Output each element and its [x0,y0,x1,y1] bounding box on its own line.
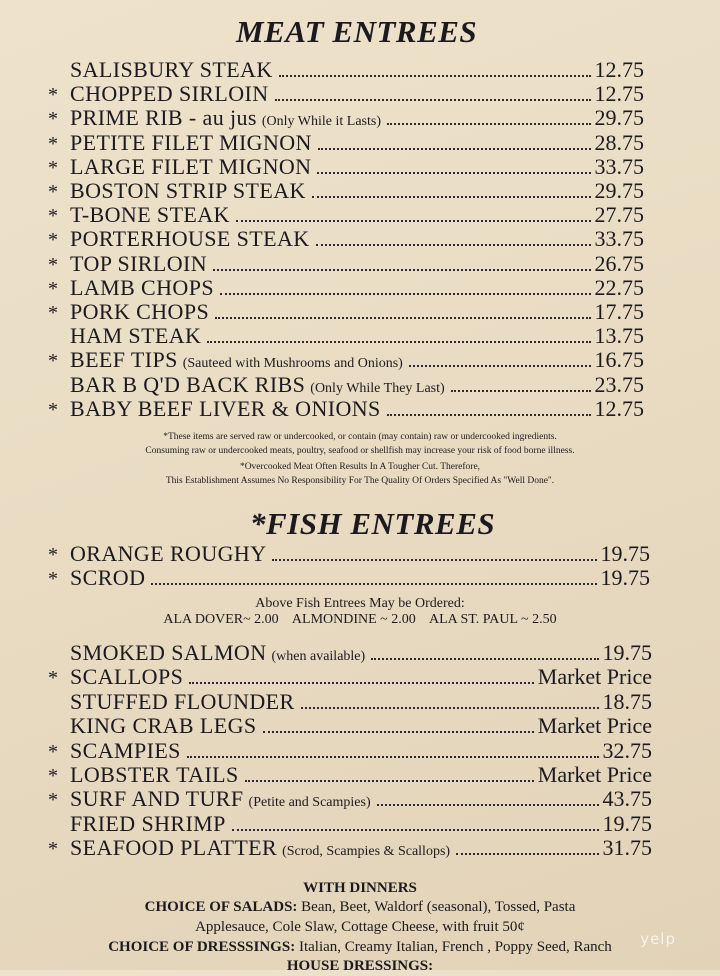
menu-item-name: LAMB CHOPS [70,274,214,300]
menu-item-name: ORANGE ROUGHY [70,541,267,566]
dot-leader [387,414,591,416]
menu-item-price: 29.75 [594,105,644,131]
menu-item-price: 43.75 [602,786,652,812]
disclaimer-line: Consuming raw or undercooked meats, poultry, seafood or shellfish may increase your risk of food borne illness. [145,446,575,456]
raw-warning-asterisk: * [48,277,58,300]
menu-item-price: Market Price [537,762,652,787]
menu-item-note: (Only While They Last) [310,380,445,396]
menu-item-price: 18.75 [602,688,652,714]
menu-item-name: TOP SIRLOIN [70,250,208,276]
raw-warning-asterisk: * [48,838,58,861]
dot-leader [279,75,591,77]
menu-item [48,105,644,131]
menu-item-price: 22.75 [594,274,644,300]
choice-of-salads-continued: Applesauce, Cole Slaw, Cottage Cheese, with fruit 50¢ [195,919,525,935]
raw-warning-asterisk: * [48,181,58,203]
menu-item-price: 13.75 [594,323,644,349]
menu-item [48,541,650,567]
fish-styles: ALA DOVER~ 2.00 ALMONDINE ~ 2.00 ALA ST. PAUL ~ 2.50 [163,612,557,627]
dot-leader [371,658,598,660]
raw-warning-asterisk: * [48,84,58,107]
disclaimer-line: *These items are served raw or undercooked, or contain (may contain) raw or undercooked ingredients. [163,432,557,442]
menu-item-price: 26.75 [594,250,644,276]
with-dinners-heading: WITH DINNERS [303,880,417,896]
raw-warning-asterisk: * [48,156,58,179]
menu-item-name: PORK CHOPS [70,299,210,324]
menu-item-name: STUFFED FLOUNDER [70,688,295,714]
menu-item-name: HAM STEAK [70,323,202,349]
fish-styles-heading: Above Fish Entrees May be Ordered: [255,596,465,611]
menu-item-price: 12.75 [594,81,644,107]
menu-item-price: 31.75 [602,835,652,861]
menu-item-name: BAR B Q'D BACK RIBS [70,371,306,397]
menu-item-price: 33.75 [594,153,644,179]
menu-item-note: (Petite and Scampies) [248,795,371,811]
menu-item [48,762,652,788]
menu-item-name: LARGE FILET MIGNON [70,153,312,179]
meat-entrees-title: MEAT ENTREES [236,14,478,49]
dot-leader [316,244,591,246]
raw-warning-asterisk: * [48,568,58,590]
menu-item-price: Market Price [537,664,652,690]
menu-item [48,57,644,83]
menu-item-name: BOSTON STRIP STEAK [70,178,306,203]
menu-item-name: BEEF TIPS [70,347,178,373]
dot-leader [245,780,534,782]
menu-item [48,154,644,180]
raw-warning-asterisk: * [48,544,58,566]
dot-leader [272,559,596,561]
raw-warning-asterisk: * [48,740,58,763]
menu-item [48,689,652,715]
raw-warning-asterisk: * [48,765,58,787]
dot-leader [409,365,591,367]
menu-item-price: 19.75 [602,640,652,665]
raw-warning-asterisk: * [48,253,58,276]
dot-leader [215,317,590,319]
menu-item-name: CHOPPED SIRLOIN [70,81,269,107]
watermark-logo: yelp [640,930,676,948]
menu-item [48,81,644,107]
menu-item-price: 28.75 [594,129,644,155]
menu-item [48,565,650,591]
dot-leader [220,293,591,295]
dot-leader [275,99,591,101]
menu-item-name: T-BONE STEAK [70,202,230,228]
menu-item-price: 16.75 [594,347,644,373]
raw-warning-asterisk: * [48,398,58,421]
menu-item-note: (Only While it Lasts) [261,114,381,130]
menu-item-note: (Scrod, Scampies & Scallops) [282,844,451,860]
menu-item [48,251,644,277]
disclaimer-line: *Overcooked Meat Often Results In A Tougher Cut. Therefore, [239,462,481,472]
raw-warning-asterisk: * [48,350,58,373]
dot-leader [187,756,599,758]
menu-item-price: 33.75 [594,226,644,252]
dot-leader [301,707,599,709]
menu-item [48,835,652,861]
menu-item [48,664,652,690]
menu-item-name: SCAMPIES [70,737,181,763]
dot-leader [377,804,599,806]
menu-item-name: LOBSTER TAILS [70,762,239,787]
menu-item-price: 32.75 [602,737,652,763]
menu-item-name: SCALLOPS [70,664,184,690]
disclaimer-line: This Establishment Assumes No Responsibility For The Quality Of Orders Specified As "Well Done". [165,476,555,486]
raw-warning-asterisk: * [48,229,58,252]
menu-item-price: 12.75 [594,57,644,82]
menu-item [48,275,644,301]
menu-item-name: PRIME RIB - au jus [70,105,257,131]
menu-item-name: PETITE FILET MIGNON [70,129,312,155]
menu-item-price: 23.75 [594,371,644,397]
raw-warning-asterisk: * [48,205,58,228]
menu-item [48,178,644,204]
menu-item-price: 29.75 [594,178,644,203]
dot-leader [213,269,590,271]
menu-item-name: SEAFOOD PLATTER [70,835,278,861]
menu-item-price: 19.75 [602,810,652,836]
dot-leader [456,853,598,855]
dot-leader [207,341,590,343]
menu-item-price: 19.75 [600,565,650,590]
raw-warning-asterisk: * [48,302,58,324]
menu-item-name: SURF AND TURF [70,786,244,812]
menu-item [48,786,652,812]
house-dressings: HOUSE DRESSINGS: [286,958,434,974]
menu-item [48,738,652,764]
menu-item-name: PORTERHOUSE STEAK [70,226,310,252]
menu-item [48,396,644,422]
dot-leader [263,731,534,733]
menu-item [48,713,652,739]
menu-item [48,347,644,373]
menu-item-name: SCROD [70,565,146,590]
dot-leader [236,220,591,222]
menu-item [48,202,644,228]
dot-leader [232,829,599,831]
dot-leader [318,148,591,150]
dot-leader [312,196,591,198]
menu-item-name: SALISBURY STEAK [70,57,273,82]
dot-leader [451,390,591,392]
raw-warning-asterisk: * [48,132,58,155]
menu-item-note: (when available) [271,649,366,664]
menu-item [48,130,644,156]
menu-item-price: 12.75 [594,395,644,421]
menu-item-name: FRIED SHRIMP [70,810,226,836]
dot-leader [387,123,591,125]
raw-warning-asterisk: * [48,789,58,812]
choice-of-salads: CHOICE OF SALADS: Bean, Beet, Waldorf (seasonal), Tossed, Pasta [144,899,576,915]
menu-item [48,811,652,837]
menu-item-note: (Sauteed with Mushrooms and Onions) [182,356,403,372]
menu-item-name: KING CRAB LEGS [70,713,257,739]
menu-item [48,323,644,349]
fish-entrees-title: *FISH ENTREES [250,506,496,541]
menu-item-name: SMOKED SALMON [70,640,267,665]
raw-warning-asterisk: * [48,108,58,131]
menu-item [48,372,644,398]
menu-item-price: 17.75 [594,299,644,324]
menu-item [48,299,644,325]
dot-leader [189,682,534,684]
menu-item-price: Market Price [537,713,652,739]
menu-item-price: 19.75 [600,541,650,566]
dot-leader [151,583,596,585]
menu-item-price: 27.75 [594,202,644,228]
dot-leader [317,172,590,174]
menu-item [48,226,644,252]
raw-warning-asterisk: * [48,667,58,690]
choice-of-dressings: CHOICE OF DRESSSINGS: Italian, Creamy Italian, French , Poppy Seed, Ranch [108,939,612,955]
menu-item [48,640,652,666]
menu-item-name: BABY BEEF LIVER & ONIONS [70,395,381,421]
